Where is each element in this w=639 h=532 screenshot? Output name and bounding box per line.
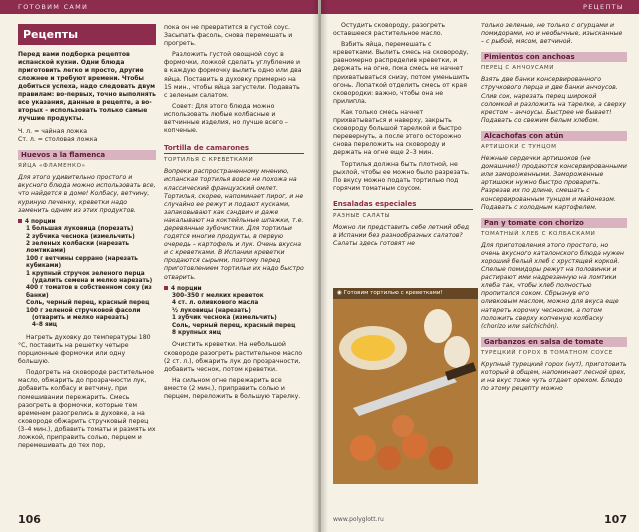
ingredient-item: 4 порции [164, 286, 304, 293]
recipe-desc-ensaladas-cont: только зеленые, не только с огурцами и помидорами, но и необычные, изысканные – с рыбой, мясом, ветчиной. [481, 22, 623, 46]
ingredient-item: 1 зубчик чеснока (измельчить) [172, 315, 277, 322]
recipe-heading-ensaladas: Ensaladas especiales [333, 199, 473, 210]
ingredient-item: 1 большая луковица (порезать) [26, 226, 134, 233]
page-number-right: 107 [604, 513, 627, 526]
ingredient-item: 2 зеленых колбаски (нарезать ломтиками) [26, 240, 130, 255]
running-header-right: РЕЦЕПТЫ [321, 0, 639, 14]
recipe-desc-garbanzos: Крупный турецкий горох (нут), приготовить который в общем, напоминает лесной орех, и на вкус тоже чуть отдает орехом. Блюдо по этому рецепту можно [481, 360, 627, 393]
ingredient-item: 100 г ветчины серрано (нарезать кубиками) [26, 255, 138, 270]
right-column-1 [333, 22, 473, 251]
recipe-subtitle-pan: ТОМАТНЫЙ ХЛЕБ С КОЛБАСКАМИ [481, 230, 596, 237]
recipe-step: пока он не превратится в густой соус. Засыпать фасоль, снова перемешать и прогреть. [164, 24, 293, 48]
ingredient-item: 400 г томатов в собственном соку (из банки) [26, 285, 152, 299]
ingredient-item: (удалить семена и мелко нарезать) [32, 278, 153, 284]
ingredients-tortilla [164, 286, 304, 338]
abbreviation-1: Ч. л. = чайная ложка [18, 128, 88, 135]
recipe-desc-tortilla: Вопреки распространенному мнению, испанская тортилья вовсе не похожа на классический французский омлет. Тортилья, скорее, напоминает пирог, и не случайно ее режут и подают кусками, запаковывают как сэндвич и даже накалывают на коктейльные шпажки, т.е. деревянные зубочистки. Для тортильи годятся многие продукты, в первую очередь – картофель и лук. Очень вкусна и с креветками. В Испании креветки продаются сырыми, поэтому перед приготовлением тортильи их надо быстро отварить. [164, 168, 304, 281]
right-column-2 [481, 22, 627, 396]
recipe-tip: Совет: Для этого блюда можно использовать любые колбасные и ветчинные изделия, но лучше всего – копченые. [164, 102, 288, 135]
ingredient-item: 100 г зеленой стручковой фасоли [26, 307, 141, 314]
book-gutter [312, 0, 328, 532]
recipe-desc-pimientos: Взять две банки консервированного стручкового перца и две банки анчоусов. Слив сок, нарезать перец широкой соломкой и разложить на тарелке, а сверху крестом – анчоусы. Быстрее не бывает! Подавать со свежим белым хлебом. [481, 76, 626, 124]
recipe-step: Тортилья должна быть плотной, не рыхлой, чтобы ее можно было разрезать. По вкусу можно подать тортилью под горячим томатным соусом. [333, 160, 470, 192]
recipe-heading-tortilla: Tortilla de camarones [164, 143, 304, 154]
ingredient-item: 4 порции [18, 219, 156, 226]
recipe-heading-garbanzos: Garbanzos en salsa de tomate [481, 337, 627, 347]
website-url: www.polyglott.ru [333, 516, 384, 523]
abbreviation-2: Ст. л. = столовая ложка [18, 136, 98, 144]
recipe-desc-ensaladas: Можно ли представить себе летний обед в Испании без разнообразных салатов? Салаты здесь готовят не [333, 223, 470, 248]
recipe-subtitle-ensaladas: РАЗНЫЕ САЛАТЫ [333, 212, 391, 219]
ingredient-item: 300–350 г мелких креветок [172, 293, 264, 300]
left-column-1 [18, 24, 156, 453]
photo-caption-text: Готовим тортилью с креветками! [343, 290, 443, 296]
recipe-heading-alcachofas: Alcachofas con atún [481, 131, 627, 141]
recipe-desc-huevos: Для этого удивительно простого и вкусного блюда можно использовать все, что найдется в доме! Колбасу, ветчину, куриную печенку, креветки надо заменить одним из этих продуктов. [18, 174, 156, 214]
recipe-step: На сильном огне пережарить все вместе (2 мин.), приправить солью и перцем, переложить в большую тарелку. [164, 376, 301, 401]
recipe-desc-pan: Для приготовления этого простого, но очень вкусного каталонского блюда нужен хороший белый хлеб с хрустящей коркой. Спелые помидоры режут на половинки и растирают ими надрезанную на ломтики хлеба так, чтобы хлеб полностью пропитался соком. Сбрызнув его оливковым маслом, можно для вкуса еще натереть корочку чесноком, а потом положить сверху копченую колбаску (chorizo или salchichón). [481, 241, 624, 330]
right-page [321, 0, 639, 532]
recipe-step: Взбить яйца, перемешать с креветками. Вылить смесь на сковороду, равномерно распределив креветки, и держать на огне, пока смесь не начнет прихватываться снизу, потом уменьшить огонь. Лопаткой отделить смесь от края сковородки: важно, чтобы она не прилипла. [333, 41, 470, 105]
ingredient-item: (отварить и мелко нарезать) [32, 315, 129, 322]
recipe-subtitle-huevos: ЯЙЦА «ФЛАМЕНКО» [18, 163, 86, 170]
recipe-heading-huevos: Huevos a la flamenca [18, 150, 156, 160]
recipe-subtitle-alcachofas: АРТИШОКИ С ТУНЦОМ [481, 143, 557, 150]
ingredient-item: Соль, черный перец, красный перец [26, 300, 150, 307]
left-page [0, 0, 318, 532]
recipe-step: Как только смесь начнет прихватываться и наверху, закрыть сковороду большой тарелкой и быстро перевернуть, а после этого осторожно снова переложить на сковороду и держать на огне еще 2–3 мин. [333, 108, 462, 157]
intro-text: Перед вами подборка рецептов испанской кухни. Одни блюда приготовить легко и просто, другие сложнее и требуют времени. Чтобы добиться успеха, надо следовать двум правилам: во-первых, точно выполнять все указания, данные в рецепте, а во-вторых – использовать только самые лучшие продукты. [18, 51, 156, 122]
recipe-step: Разложить густой овощной соус в формочки, ложкой сделать углубление и в каждую формочку вылить одно или два яйца. Поставить в духовку примерно на 15 мин., чтобы яйца загустели. Подавать с зеленым салатом. [164, 51, 302, 99]
ingredient-item: 4 ст. л. оливкового масла [172, 300, 259, 307]
recipe-subtitle-pimientos: ПЕРЕЦ С АНЧОУСАМИ [481, 65, 555, 72]
recipe-step: Нагреть духовку до температуры 180 °С, поставить на решетку четыре порционные формочки или одну большую. [18, 333, 151, 366]
recipe-heading-pimientos: Pimientos con anchoas [481, 52, 627, 62]
photo-illustration [333, 288, 478, 484]
page-title: Рецепты [18, 24, 156, 45]
cooking-photo [333, 288, 478, 484]
ingredient-item: ½ луковицы (нарезать) [172, 307, 251, 314]
ingredient-item: 1 крупный стручок зеленого перца [26, 270, 145, 277]
recipe-heading-pan: Pan y tomate con chorizo [481, 218, 627, 228]
ingredient-item: Соль, черный перец, красный перец [172, 322, 296, 329]
left-column-2 [164, 24, 304, 404]
running-header-left: ГОТОВИМ САМИ [0, 0, 318, 14]
ingredient-item: 8 крупных яиц [172, 330, 222, 337]
page-number-left: 106 [18, 513, 41, 526]
ingredient-item: 2 зубчика чеснока (измельчить) [26, 233, 135, 240]
recipe-subtitle-garbanzos: ТУРЕЦКИЙ ГОРОХ В ТОМАТНОМ СОУСЕ [481, 349, 613, 356]
camera-icon: ◉ [337, 290, 344, 296]
recipe-step: Очистить креветки. На небольшой сковороде разогреть растительное масло (2 ст. л.), обжарить лук до прозрачности, добавить чеснок, потом креветки. [164, 341, 303, 373]
photo-caption [333, 288, 478, 299]
recipe-subtitle-tortilla: ТОРТИЛЬЯ С КРЕВЕТКАМИ [164, 157, 254, 164]
recipe-desc-alcachofas: Нежные сердечки артишоков (не домашние!) продаются консервированными или замороженными. Замороженные артишоки нужно быстро проварить. Разрезав их по длине, смешать с консервированным тунцом и майонезом. Подавать с холодным картофелем. [481, 155, 627, 211]
recipe-step: Остудить сковороду, разогреть оставшееся растительное масло. [333, 22, 446, 38]
ingredients-huevos [18, 219, 156, 330]
recipe-step: Подогреть на сковороде растительное масло, обжарить до прозрачности лук, добавить колбасу и ветчину, при помешивании пережарить. Смесь разогреть в формочки, которые тем временем разогрелись в духовке, а на сковороде обжарить стручковый перец (3–4 мин.), добавить томаты и размять их ложкой, приправить солью, перцем и перемешивать до тех пор, [18, 369, 156, 450]
ingredient-item: 4–8 яиц [32, 322, 58, 329]
